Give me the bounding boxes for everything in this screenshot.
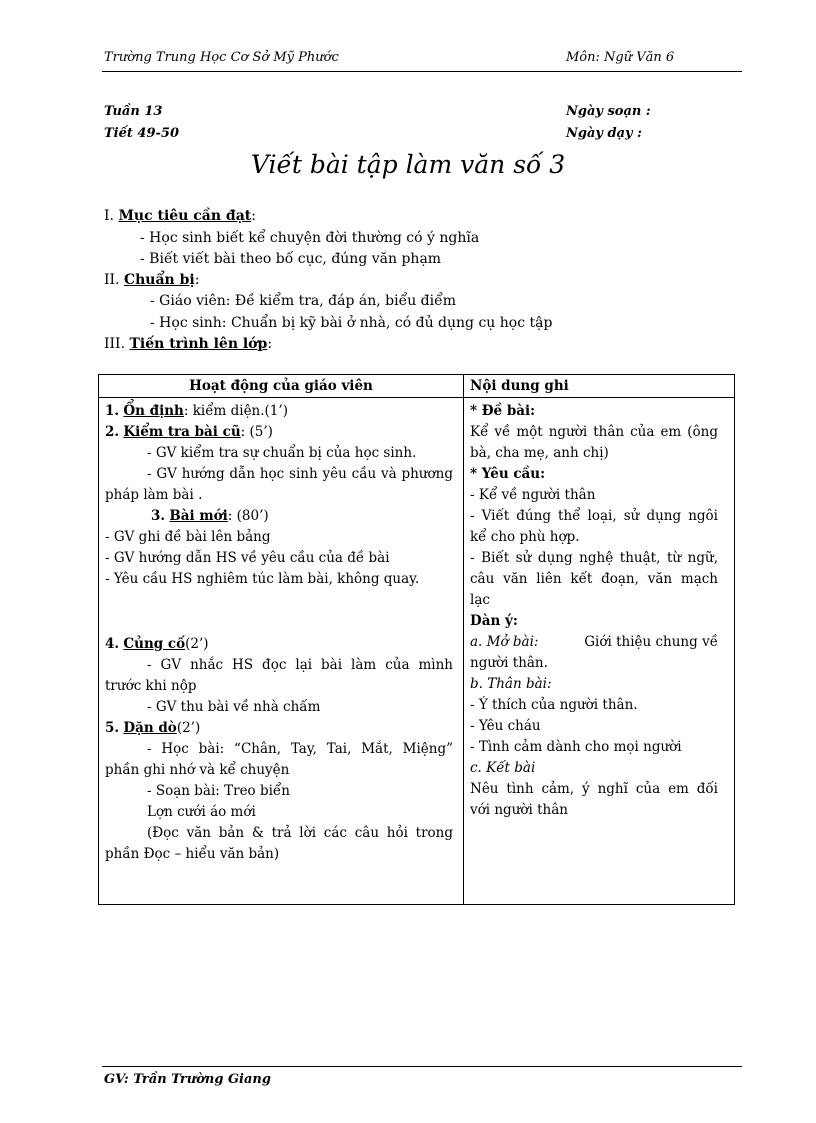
section-1-title: Mục tiêu cần đạt — [118, 208, 252, 224]
week-label: Tuần 13 — [104, 104, 163, 119]
lesson-table — [98, 374, 735, 905]
footer-rule — [102, 1066, 742, 1067]
content-line: - Tình cảm dành cho mọi người — [470, 739, 682, 755]
school-name: Trường Trung Học Cơ Sở Mỹ Phước — [104, 50, 339, 65]
column-header-teacher: Hoạt động của giáo viên — [99, 375, 464, 398]
content-line: câu văn liên kết đoạn, văn mạch — [470, 571, 718, 587]
activity-line: - GV kiểm tra sự chuẩn bị của học sinh. — [147, 445, 417, 461]
header-rule — [102, 71, 742, 72]
content-subheading: b. Thân bài: — [470, 676, 552, 692]
content-line: - Ý thích của người thân. — [470, 697, 638, 713]
content-line: kể cho phù hợp. — [470, 529, 580, 545]
activity-line: phần Đọc – hiểu văn bản) — [105, 846, 280, 862]
section-2-number: II. — [104, 272, 120, 288]
content-line: lạc — [470, 592, 490, 608]
teach-date-label: Ngày dạy : — [566, 126, 642, 141]
step-1: 1. Ổn định: kiểm diện.(1’) — [105, 403, 288, 419]
section-1-heading: I. Mục tiêu cần đạt: — [104, 208, 256, 224]
period-label: Tiết 49-50 — [104, 126, 179, 141]
step-2: 2. Kiểm tra bài cũ: (5’) — [105, 424, 273, 440]
content-line: người thân. — [470, 655, 548, 671]
column-header-content: Nội dung ghi — [464, 375, 735, 398]
content-line: Kể về một người thân của em (ông — [470, 424, 718, 440]
content-heading: Dàn ý: — [470, 613, 518, 629]
activity-line: (Đọc văn bản & trả lời các câu hỏi trong — [147, 825, 453, 841]
section-1-number: I. — [104, 208, 114, 224]
content-line: - Kể về người thân — [470, 487, 596, 503]
content-cell — [464, 398, 735, 905]
plan-date-label: Ngày soạn : — [566, 104, 651, 119]
content-line: - Biết sử dụng nghệ thuật, từ ngữ, — [470, 550, 718, 566]
section-3-heading: III. Tiến trình lên lớp: — [104, 336, 273, 352]
section-3-number: III. — [104, 336, 126, 352]
activity-line: - GV hướng dẫn học sinh yêu cầu và phương — [147, 466, 453, 482]
activity-line: pháp làm bài . — [105, 487, 203, 503]
section-2-title: Chuẩn bị — [123, 272, 195, 288]
section-1-item: - Học sinh biết kể chuyện đời thường có ý nghĩa — [140, 230, 480, 246]
activity-line: - GV thu bài về nhà chấm — [147, 699, 321, 715]
content-line: bà, cha mẹ, anh chị) — [470, 445, 609, 461]
activity-line: phần ghi nhớ và kể chuyện — [105, 762, 290, 778]
activity-line: trước khi nộp — [105, 678, 197, 694]
content-line: Nêu tình cảm, ý nghĩ của em đối — [470, 781, 718, 797]
teacher-activity-cell — [99, 398, 464, 905]
activity-line: - Soạn bài: Treo biển — [147, 783, 290, 799]
content-line: - Yêu cháu — [470, 718, 541, 734]
page-title: Viết bài tập làm văn số 3 — [250, 150, 566, 179]
subject-name: Môn: Ngữ Văn 6 — [566, 50, 675, 65]
activity-line: - GV hướng dẫn HS về yêu cầu của đề bài — [105, 550, 390, 566]
activity-line: - GV ghi đề bài lên bảng — [105, 529, 271, 545]
step-5: 5. Dặn dò(2’) — [105, 720, 201, 736]
section-2-item: - Giáo viên: Đề kiểm tra, đáp án, biểu điểm — [150, 293, 456, 309]
section-2-item: - Học sinh: Chuẩn bị kỹ bài ở nhà, có đủ dụng cụ học tập — [150, 315, 553, 331]
content-heading: * Yêu cầu: — [470, 466, 546, 482]
section-2-heading: II. Chuẩn bị: — [104, 272, 200, 288]
content-line: với người thân — [470, 802, 568, 818]
content-line: - Viết đúng thể loại, sử dụng ngôi — [470, 508, 718, 524]
step-4: 4. Củng cố(2’) — [105, 636, 209, 652]
content-heading: * Đề bài: — [470, 403, 536, 419]
step-3: 3. Bài mới: (80’) — [151, 508, 269, 524]
content-subheading: c. Kết bài — [470, 760, 536, 776]
activity-line: - Học bài: “Chân, Tay, Tai, Mắt, Miệng” — [147, 741, 453, 757]
content-line: a. Mở bài: Giới thiệu chung về — [470, 634, 718, 650]
section-3-title: Tiến trình lên lớp — [129, 336, 268, 352]
section-1-item: - Biết viết bài theo bố cục, đúng văn phạm — [140, 251, 442, 267]
activity-line: - GV nhắc HS đọc lại bài làm của mình — [147, 657, 453, 673]
teacher-name: GV: Trần Trường Giang — [104, 1072, 271, 1087]
activity-line: - Yêu cầu HS nghiêm túc làm bài, không quay. — [105, 571, 420, 587]
activity-line: Lợn cưới áo mới — [147, 804, 256, 820]
